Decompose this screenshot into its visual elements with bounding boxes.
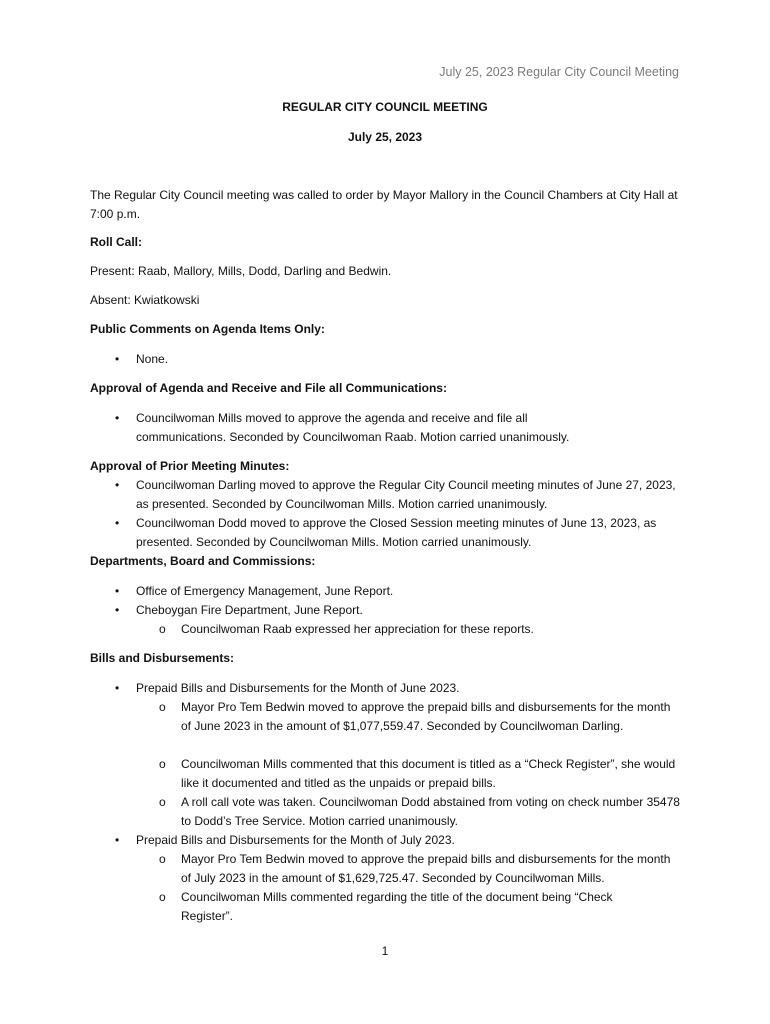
- sub-bullet-icon: o: [159, 700, 166, 714]
- minutes-heading: Approval of Prior Meeting Minutes:: [90, 459, 290, 473]
- sub-bullet-icon: o: [159, 757, 166, 771]
- sub-bullet-icon: o: [159, 795, 166, 809]
- bullet-icon: •: [115, 584, 120, 598]
- sub-bullet-icon: o: [159, 852, 166, 866]
- minutes-item: Councilwoman Darling moved to approve the Regular City Council meeting minutes of June 27, 2023, as presented. Seconded by Councilwoman Mills. Motion carried unanimously.: [136, 478, 676, 511]
- running-header: July 25, 2023 Regular City Council Meeting: [439, 65, 679, 79]
- bills-item: Prepaid Bills and Disbursements for the Month of July 2023.: [136, 833, 455, 847]
- bills-june-subitem: Mayor Pro Tem Bedwin moved to approve the prepaid bills and disbursements for the month of June 2023 in the amount of $1,077,559.47. Seconded by Councilwoman Darling.: [181, 700, 671, 733]
- present-line: Present: Raab, Mallory, Mills, Dodd, Darling and Bedwin.: [90, 264, 392, 278]
- bills-june-subitem: A roll call vote was taken. Councilwoman Dodd abstained from voting on check number 35478 to Dodd’s Tree Service. Motion carried unanimously.: [181, 795, 680, 828]
- bullet-icon: •: [115, 833, 120, 847]
- absent-line: Absent: Kwiatkowski: [90, 293, 200, 307]
- sub-bullet-icon: o: [159, 622, 166, 636]
- roll-call-heading: Roll Call:: [90, 235, 143, 249]
- public-comments-heading: Public Comments on Agenda Items Only:: [90, 322, 325, 336]
- bullet-icon: •: [115, 681, 120, 695]
- intro-paragraph: The Regular City Council meeting was called to order by Mayor Mallory in the Council Chambers at City Hall at 7:00 p.m.: [90, 188, 678, 221]
- bullet-icon: •: [115, 603, 120, 617]
- departments-item: Office of Emergency Management, June Report.: [136, 584, 394, 598]
- bullet-icon: •: [115, 478, 120, 492]
- document-title: REGULAR CITY COUNCIL MEETING: [282, 100, 488, 114]
- bills-july-subitem: Councilwoman Mills commented regarding the title of the document being “Check Register”.: [181, 890, 613, 923]
- departments-heading: Departments, Board and Commissions:: [90, 554, 316, 568]
- bills-heading: Bills and Disbursements:: [90, 651, 235, 665]
- bills-july-subitem: Mayor Pro Tem Bedwin moved to approve the prepaid bills and disbursements for the month of July 2023 in the amount of $1,629,725.47. Seconded by Councilwoman Mills.: [181, 852, 671, 885]
- bullet-icon: •: [115, 352, 120, 366]
- public-comments-item: None.: [136, 352, 169, 366]
- agenda-heading: Approval of Agenda and Receive and File all Communications:: [90, 381, 447, 395]
- sub-bullet-icon: o: [159, 890, 166, 904]
- bills-item: Prepaid Bills and Disbursements for the Month of June 2023.: [136, 681, 460, 695]
- bullet-icon: •: [115, 516, 120, 530]
- agenda-item: Councilwoman Mills moved to approve the agenda and receive and file all communications. Seconded by Councilwoman Raab. Motion carried unanimously.: [136, 411, 570, 444]
- departments-subitem: Councilwoman Raab expressed her appreciation for these reports.: [181, 622, 534, 636]
- departments-item: Cheboygan Fire Department, June Report.: [136, 603, 363, 617]
- bills-june-subitem: Councilwoman Mills commented that this document is titled as a “Check Register”, she would like it documented and titled as the unpaids or prepaid bills.: [181, 757, 676, 790]
- minutes-item: Councilwoman Dodd moved to approve the Closed Session meeting minutes of June 13, 2023, as presented. Seconded by Councilwoman Mills. Motion carried unanimously.: [136, 516, 657, 549]
- meeting-date: July 25, 2023: [347, 130, 423, 144]
- page-number: 1: [381, 944, 389, 958]
- bullet-icon: •: [115, 411, 120, 425]
